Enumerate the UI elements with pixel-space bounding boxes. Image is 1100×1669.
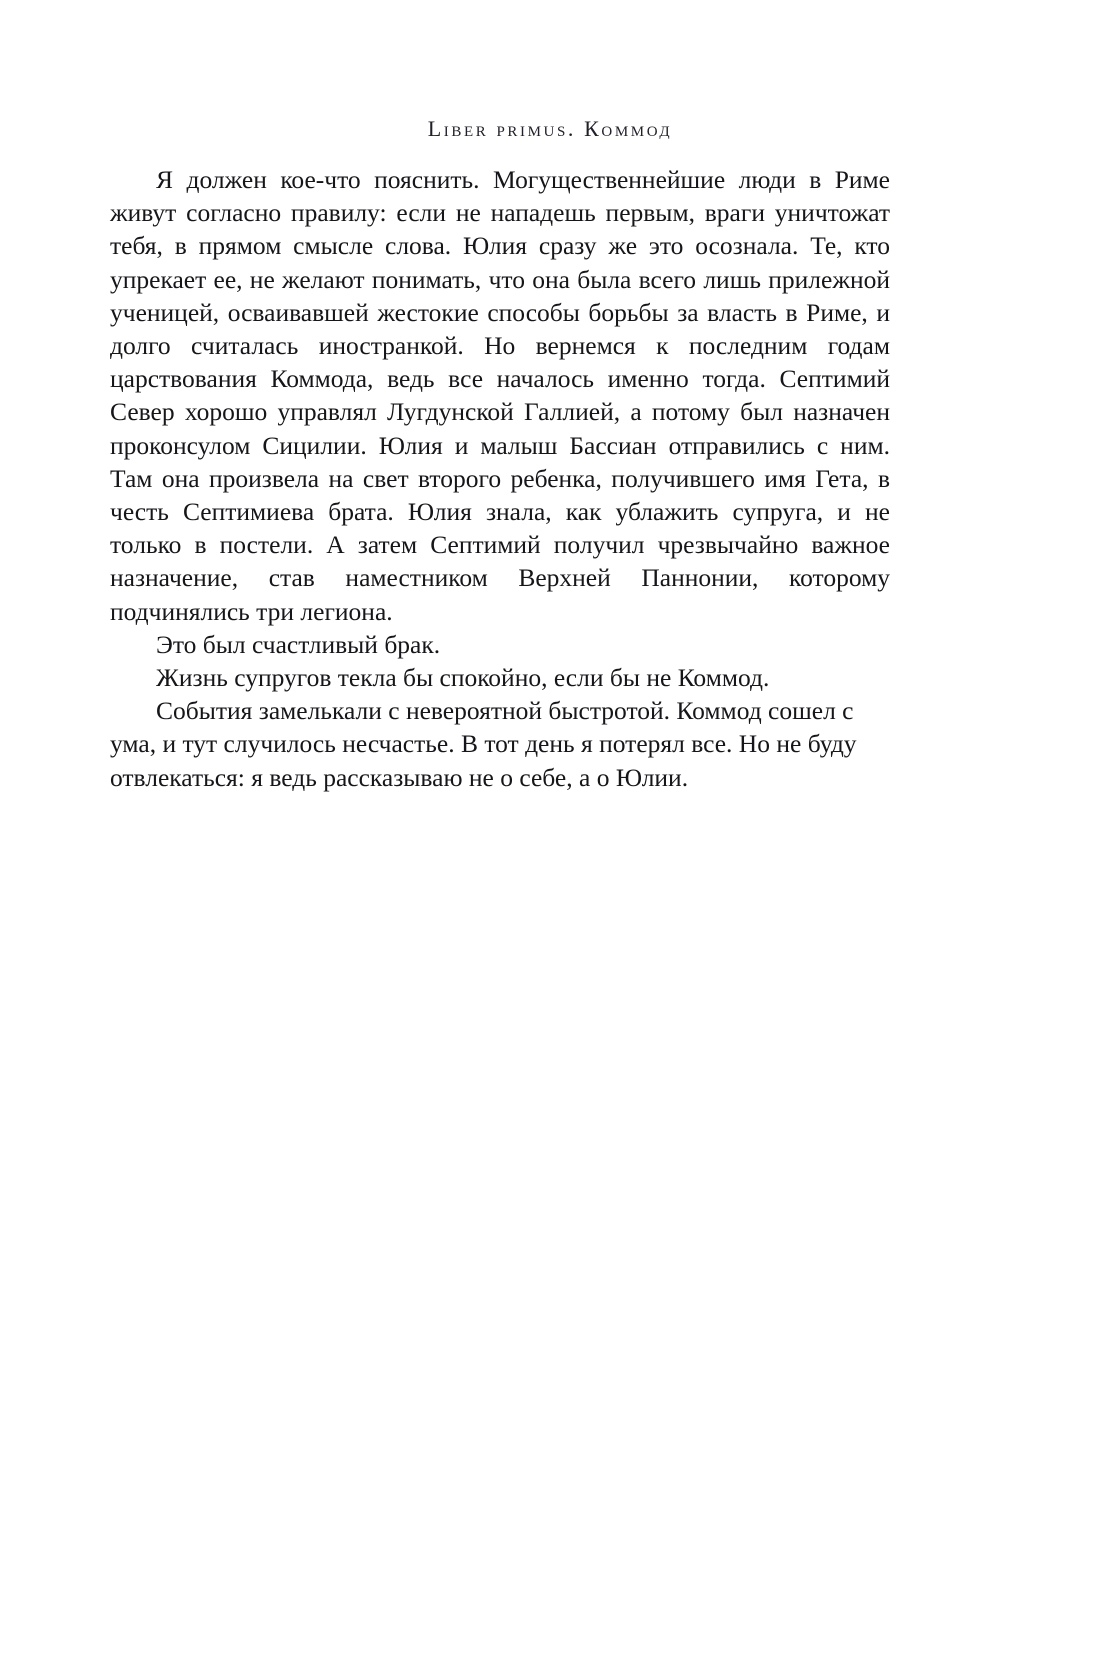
running-head: Liber primus. Коммод bbox=[427, 116, 673, 141]
paragraph: Я должен кое-что пояснить. Могущественнейшие люди в Риме живут согласно правилу: если не нападешь первым, враги уничтожат тебя, в прямом смысле слова. Юлия сразу же это осознала. Те, кто упрекает ее, не желают понимать, что она была всего лишь прилежной ученицей, осваивавшей жестокие способы борьбы за власть в Риме, и долго считалась иностранкой. Но вернемся к последним годам царствования Коммода, ведь все началось именно тогда. Септимий Север хорошо управлял Лугдунской Галлией, а потому был назначен проконсулом Сицилии. Юлия и малыш Бассиан отправились с ним. Там она произвела на свет второго ребенка, получившего имя Гета, в честь Септимиева брата. Юлия знала, как ублажить супруга, и не только в постели. А затем Септимий получил чрезвычайно важное назначение, став наместником Верхней Паннонии, которому подчинялись три легиона. bbox=[110, 165, 890, 626]
paragraph: Это был счастливый брак. bbox=[156, 629, 441, 659]
paragraph: Жизнь супругов текла бы спокойно, если бы не Коммод. bbox=[156, 663, 770, 693]
body-text-block bbox=[110, 163, 890, 794]
paragraph: События замелькали с невероятной быстротой. Коммод сошел с ума, и тут случилось несчастье. В тот день я потерял все. Но не буду отвлекаться: я ведь рассказываю не о себе, а о Юлии. bbox=[110, 696, 857, 792]
